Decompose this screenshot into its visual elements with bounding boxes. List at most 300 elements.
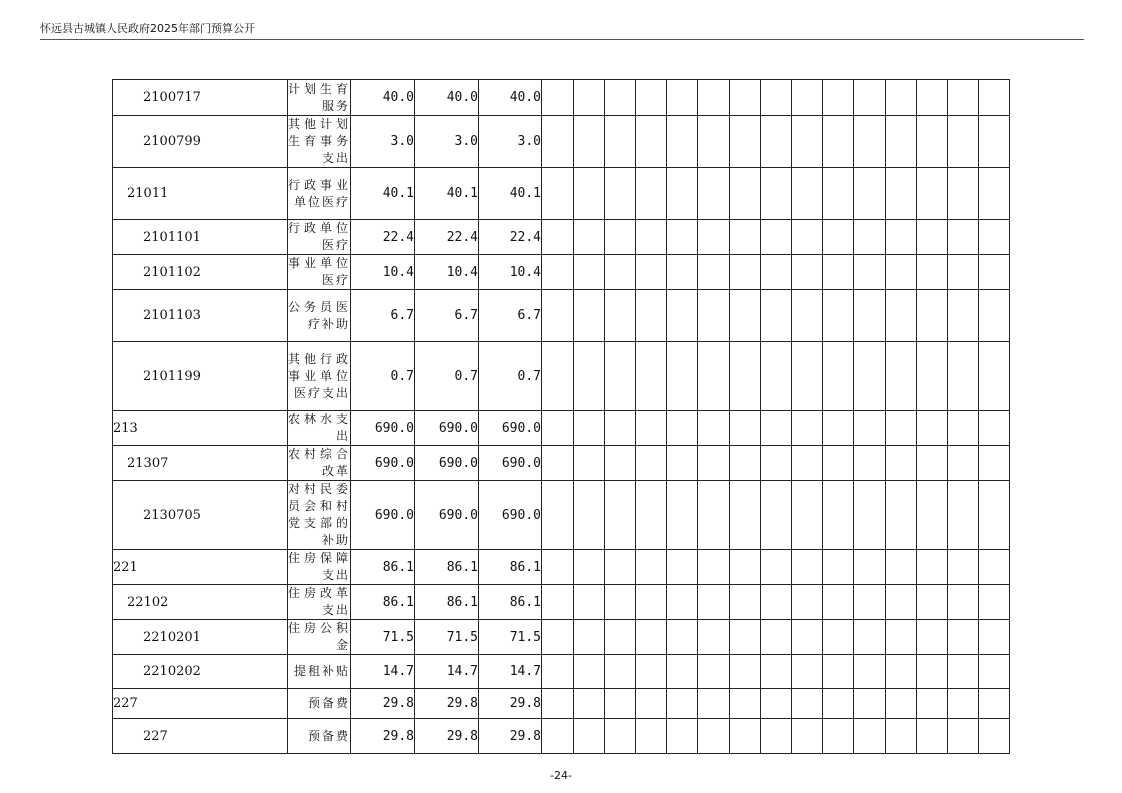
subject-name-cell: 住房保障支出 xyxy=(288,550,351,585)
amount-cell: 14.7 xyxy=(351,655,415,689)
empty-cell xyxy=(730,342,761,411)
empty-cell xyxy=(667,550,698,585)
empty-cell xyxy=(948,220,979,255)
table-row xyxy=(113,116,1010,168)
empty-cell xyxy=(761,620,792,655)
empty-cell xyxy=(854,220,886,255)
empty-cell xyxy=(605,719,636,754)
empty-cell xyxy=(854,116,886,168)
empty-cell xyxy=(917,116,948,168)
subject-code-cell: 22102 xyxy=(113,585,288,620)
empty-cell xyxy=(761,689,792,719)
empty-cell xyxy=(948,80,979,116)
empty-cell xyxy=(917,481,948,550)
empty-cell xyxy=(574,342,605,411)
empty-cell xyxy=(636,719,667,754)
empty-cell xyxy=(917,220,948,255)
empty-cell xyxy=(574,411,605,446)
empty-cell xyxy=(698,220,730,255)
empty-cell xyxy=(667,255,698,290)
empty-cell xyxy=(730,689,761,719)
empty-cell xyxy=(792,342,823,411)
budget-table xyxy=(112,79,1010,754)
empty-cell xyxy=(917,655,948,689)
empty-cell xyxy=(917,342,948,411)
amount-cell: 86.1 xyxy=(351,550,415,585)
empty-cell xyxy=(636,620,667,655)
empty-cell xyxy=(886,290,917,342)
empty-cell xyxy=(979,585,1010,620)
subject-code-cell: 2101101 xyxy=(113,220,288,255)
empty-cell xyxy=(730,255,761,290)
empty-cell xyxy=(792,116,823,168)
empty-cell xyxy=(730,719,761,754)
empty-cell xyxy=(979,655,1010,689)
amount-cell: 3.0 xyxy=(479,116,542,168)
document-header-title: 怀远县古城镇人民政府2025年部门预算公开 xyxy=(40,22,255,35)
empty-cell xyxy=(542,550,574,585)
empty-cell xyxy=(823,585,854,620)
empty-cell xyxy=(761,80,792,116)
empty-cell xyxy=(730,585,761,620)
empty-cell xyxy=(698,550,730,585)
amount-cell: 690.0 xyxy=(351,411,415,446)
empty-cell xyxy=(854,255,886,290)
amount-cell: 29.8 xyxy=(351,689,415,719)
empty-cell xyxy=(823,689,854,719)
table-row xyxy=(113,342,1010,411)
empty-cell xyxy=(823,342,854,411)
empty-cell xyxy=(730,290,761,342)
empty-cell xyxy=(605,80,636,116)
empty-cell xyxy=(886,411,917,446)
empty-cell xyxy=(979,80,1010,116)
empty-cell xyxy=(823,290,854,342)
table-row xyxy=(113,168,1010,220)
amount-cell: 22.4 xyxy=(415,220,479,255)
empty-cell xyxy=(761,342,792,411)
empty-cell xyxy=(948,411,979,446)
subject-code-cell: 2100717 xyxy=(113,80,288,116)
subject-code-cell: 2130705 xyxy=(113,481,288,550)
amount-cell: 40.1 xyxy=(479,168,542,220)
empty-cell xyxy=(667,719,698,754)
empty-cell xyxy=(823,255,854,290)
empty-cell xyxy=(574,719,605,754)
empty-cell xyxy=(636,481,667,550)
empty-cell xyxy=(667,620,698,655)
empty-cell xyxy=(761,168,792,220)
empty-cell xyxy=(823,620,854,655)
empty-cell xyxy=(948,481,979,550)
empty-cell xyxy=(917,168,948,220)
amount-cell: 6.7 xyxy=(351,290,415,342)
empty-cell xyxy=(605,655,636,689)
empty-cell xyxy=(605,620,636,655)
empty-cell xyxy=(917,290,948,342)
empty-cell xyxy=(948,290,979,342)
empty-cell xyxy=(886,80,917,116)
empty-cell xyxy=(948,168,979,220)
subject-code-cell: 2210202 xyxy=(113,655,288,689)
empty-cell xyxy=(761,220,792,255)
empty-cell xyxy=(605,446,636,481)
amount-cell: 14.7 xyxy=(479,655,542,689)
empty-cell xyxy=(792,80,823,116)
empty-cell xyxy=(542,220,574,255)
empty-cell xyxy=(979,116,1010,168)
amount-cell: 86.1 xyxy=(415,550,479,585)
empty-cell xyxy=(542,168,574,220)
subject-code-cell: 227 xyxy=(113,719,288,754)
subject-code-cell: 2101103 xyxy=(113,290,288,342)
empty-cell xyxy=(761,116,792,168)
amount-cell: 29.8 xyxy=(415,719,479,754)
empty-cell xyxy=(698,481,730,550)
empty-cell xyxy=(636,80,667,116)
empty-cell xyxy=(574,585,605,620)
empty-cell xyxy=(574,116,605,168)
subject-name-cell: 预备费 xyxy=(288,689,351,719)
amount-cell: 10.4 xyxy=(415,255,479,290)
subject-name-cell: 其他行政事业单位医疗支出 xyxy=(288,342,351,411)
table-row xyxy=(113,220,1010,255)
amount-cell: 86.1 xyxy=(479,550,542,585)
empty-cell xyxy=(667,481,698,550)
subject-name-cell: 其他计划生育事务支出 xyxy=(288,116,351,168)
empty-cell xyxy=(605,220,636,255)
empty-cell xyxy=(698,446,730,481)
amount-cell: 14.7 xyxy=(415,655,479,689)
empty-cell xyxy=(792,255,823,290)
empty-cell xyxy=(698,168,730,220)
empty-cell xyxy=(574,655,605,689)
empty-cell xyxy=(948,585,979,620)
amount-cell: 86.1 xyxy=(479,585,542,620)
empty-cell xyxy=(917,689,948,719)
empty-cell xyxy=(761,411,792,446)
empty-cell xyxy=(823,655,854,689)
empty-cell xyxy=(574,446,605,481)
empty-cell xyxy=(542,116,574,168)
subject-name-cell: 提租补贴 xyxy=(288,655,351,689)
empty-cell xyxy=(917,255,948,290)
empty-cell xyxy=(792,220,823,255)
empty-cell xyxy=(979,620,1010,655)
empty-cell xyxy=(730,411,761,446)
empty-cell xyxy=(917,719,948,754)
empty-cell xyxy=(761,550,792,585)
amount-cell: 690.0 xyxy=(351,481,415,550)
subject-name-cell: 事业单位医疗 xyxy=(288,255,351,290)
amount-cell: 29.8 xyxy=(415,689,479,719)
subject-code-cell: 221 xyxy=(113,550,288,585)
empty-cell xyxy=(854,168,886,220)
amount-cell: 690.0 xyxy=(415,411,479,446)
empty-cell xyxy=(917,446,948,481)
empty-cell xyxy=(761,585,792,620)
amount-cell: 0.7 xyxy=(351,342,415,411)
empty-cell xyxy=(542,290,574,342)
empty-cell xyxy=(854,80,886,116)
empty-cell xyxy=(698,255,730,290)
empty-cell xyxy=(854,719,886,754)
empty-cell xyxy=(854,655,886,689)
table-row xyxy=(113,411,1010,446)
subject-name-cell: 对村民委员会和村党支部的补助 xyxy=(288,481,351,550)
table-row xyxy=(113,689,1010,719)
amount-cell: 22.4 xyxy=(351,220,415,255)
subject-code-cell: 21011 xyxy=(113,168,288,220)
empty-cell xyxy=(917,620,948,655)
subject-code-cell: 2210201 xyxy=(113,620,288,655)
empty-cell xyxy=(917,80,948,116)
amount-cell: 71.5 xyxy=(415,620,479,655)
amount-cell: 71.5 xyxy=(351,620,415,655)
subject-name-cell: 行政单位医疗 xyxy=(288,220,351,255)
subject-name-cell: 农村综合改革 xyxy=(288,446,351,481)
empty-cell xyxy=(636,411,667,446)
empty-cell xyxy=(698,719,730,754)
empty-cell xyxy=(886,689,917,719)
amount-cell: 3.0 xyxy=(415,116,479,168)
table-row xyxy=(113,655,1010,689)
empty-cell xyxy=(761,255,792,290)
empty-cell xyxy=(792,550,823,585)
empty-cell xyxy=(948,446,979,481)
empty-cell xyxy=(542,342,574,411)
empty-cell xyxy=(886,655,917,689)
empty-cell xyxy=(605,342,636,411)
empty-cell xyxy=(792,689,823,719)
empty-cell xyxy=(636,446,667,481)
empty-cell xyxy=(854,290,886,342)
empty-cell xyxy=(605,290,636,342)
empty-cell xyxy=(792,620,823,655)
empty-cell xyxy=(542,255,574,290)
empty-cell xyxy=(574,80,605,116)
empty-cell xyxy=(574,220,605,255)
amount-cell: 690.0 xyxy=(479,411,542,446)
table-row xyxy=(113,255,1010,290)
empty-cell xyxy=(636,550,667,585)
empty-cell xyxy=(886,446,917,481)
amount-cell: 29.8 xyxy=(479,719,542,754)
amount-cell: 40.0 xyxy=(415,80,479,116)
empty-cell xyxy=(792,168,823,220)
table-row xyxy=(113,620,1010,655)
empty-cell xyxy=(636,290,667,342)
empty-cell xyxy=(605,585,636,620)
table-row xyxy=(113,446,1010,481)
empty-cell xyxy=(854,342,886,411)
empty-cell xyxy=(730,168,761,220)
amount-cell: 86.1 xyxy=(351,585,415,620)
empty-cell xyxy=(886,585,917,620)
empty-cell xyxy=(792,585,823,620)
empty-cell xyxy=(979,290,1010,342)
amount-cell: 71.5 xyxy=(479,620,542,655)
empty-cell xyxy=(979,719,1010,754)
empty-cell xyxy=(542,411,574,446)
empty-cell xyxy=(823,220,854,255)
empty-cell xyxy=(948,255,979,290)
empty-cell xyxy=(667,290,698,342)
empty-cell xyxy=(698,585,730,620)
empty-cell xyxy=(605,481,636,550)
empty-cell xyxy=(948,342,979,411)
empty-cell xyxy=(823,411,854,446)
amount-cell: 40.0 xyxy=(351,80,415,116)
empty-cell xyxy=(886,116,917,168)
empty-cell xyxy=(542,585,574,620)
empty-cell xyxy=(792,481,823,550)
empty-cell xyxy=(730,655,761,689)
empty-cell xyxy=(886,168,917,220)
amount-cell: 690.0 xyxy=(415,481,479,550)
empty-cell xyxy=(854,411,886,446)
empty-cell xyxy=(698,411,730,446)
table-row xyxy=(113,80,1010,116)
empty-cell xyxy=(823,168,854,220)
empty-cell xyxy=(948,620,979,655)
amount-cell: 3.0 xyxy=(351,116,415,168)
page-number: -24- xyxy=(550,769,572,782)
empty-cell xyxy=(979,689,1010,719)
empty-cell xyxy=(979,168,1010,220)
empty-cell xyxy=(667,80,698,116)
empty-cell xyxy=(979,481,1010,550)
amount-cell: 690.0 xyxy=(351,446,415,481)
amount-cell: 690.0 xyxy=(479,446,542,481)
empty-cell xyxy=(886,255,917,290)
empty-cell xyxy=(948,550,979,585)
empty-cell xyxy=(605,411,636,446)
subject-code-cell: 21307 xyxy=(113,446,288,481)
empty-cell xyxy=(823,550,854,585)
empty-cell xyxy=(636,655,667,689)
empty-cell xyxy=(730,481,761,550)
empty-cell xyxy=(667,446,698,481)
empty-cell xyxy=(698,80,730,116)
empty-cell xyxy=(761,481,792,550)
table-row xyxy=(113,550,1010,585)
amount-cell: 6.7 xyxy=(415,290,479,342)
empty-cell xyxy=(854,689,886,719)
empty-cell xyxy=(823,481,854,550)
empty-cell xyxy=(542,80,574,116)
amount-cell: 690.0 xyxy=(415,446,479,481)
empty-cell xyxy=(542,481,574,550)
empty-cell xyxy=(667,585,698,620)
empty-cell xyxy=(886,342,917,411)
empty-cell xyxy=(761,290,792,342)
empty-cell xyxy=(542,620,574,655)
table-row xyxy=(113,290,1010,342)
empty-cell xyxy=(574,481,605,550)
empty-cell xyxy=(636,168,667,220)
subject-name-cell: 预备费 xyxy=(288,719,351,754)
empty-cell xyxy=(792,655,823,689)
subject-code-cell: 2101199 xyxy=(113,342,288,411)
empty-cell xyxy=(948,655,979,689)
amount-cell: 22.4 xyxy=(479,220,542,255)
header-divider xyxy=(40,39,1084,40)
empty-cell xyxy=(979,411,1010,446)
amount-cell: 690.0 xyxy=(479,481,542,550)
empty-cell xyxy=(917,585,948,620)
amount-cell: 86.1 xyxy=(415,585,479,620)
empty-cell xyxy=(948,689,979,719)
table-row xyxy=(113,481,1010,550)
amount-cell: 40.1 xyxy=(351,168,415,220)
empty-cell xyxy=(574,290,605,342)
amount-cell: 40.1 xyxy=(415,168,479,220)
amount-cell: 0.7 xyxy=(479,342,542,411)
table-row xyxy=(113,585,1010,620)
subject-name-cell: 住房改革支出 xyxy=(288,585,351,620)
empty-cell xyxy=(761,655,792,689)
amount-cell: 6.7 xyxy=(479,290,542,342)
empty-cell xyxy=(823,446,854,481)
empty-cell xyxy=(979,446,1010,481)
empty-cell xyxy=(979,220,1010,255)
empty-cell xyxy=(605,255,636,290)
empty-cell xyxy=(605,116,636,168)
empty-cell xyxy=(979,255,1010,290)
amount-cell: 10.4 xyxy=(479,255,542,290)
subject-name-cell: 农林水支出 xyxy=(288,411,351,446)
empty-cell xyxy=(979,342,1010,411)
empty-cell xyxy=(698,290,730,342)
empty-cell xyxy=(574,255,605,290)
empty-cell xyxy=(886,550,917,585)
empty-cell xyxy=(667,220,698,255)
empty-cell xyxy=(761,446,792,481)
empty-cell xyxy=(730,116,761,168)
table-row xyxy=(113,719,1010,754)
empty-cell xyxy=(854,620,886,655)
empty-cell xyxy=(574,689,605,719)
empty-cell xyxy=(854,550,886,585)
empty-cell xyxy=(854,585,886,620)
empty-cell xyxy=(698,342,730,411)
empty-cell xyxy=(574,168,605,220)
empty-cell xyxy=(730,620,761,655)
empty-cell xyxy=(636,342,667,411)
empty-cell xyxy=(542,655,574,689)
empty-cell xyxy=(605,168,636,220)
amount-cell: 29.8 xyxy=(351,719,415,754)
amount-cell: 29.8 xyxy=(479,689,542,719)
empty-cell xyxy=(886,620,917,655)
empty-cell xyxy=(979,550,1010,585)
empty-cell xyxy=(823,719,854,754)
empty-cell xyxy=(636,116,667,168)
empty-cell xyxy=(542,689,574,719)
subject-code-cell: 213 xyxy=(113,411,288,446)
empty-cell xyxy=(667,168,698,220)
empty-cell xyxy=(574,550,605,585)
empty-cell xyxy=(730,446,761,481)
amount-cell: 10.4 xyxy=(351,255,415,290)
empty-cell xyxy=(542,719,574,754)
subject-name-cell: 住房公积金 xyxy=(288,620,351,655)
empty-cell xyxy=(605,689,636,719)
empty-cell xyxy=(948,719,979,754)
empty-cell xyxy=(854,481,886,550)
empty-cell xyxy=(574,620,605,655)
